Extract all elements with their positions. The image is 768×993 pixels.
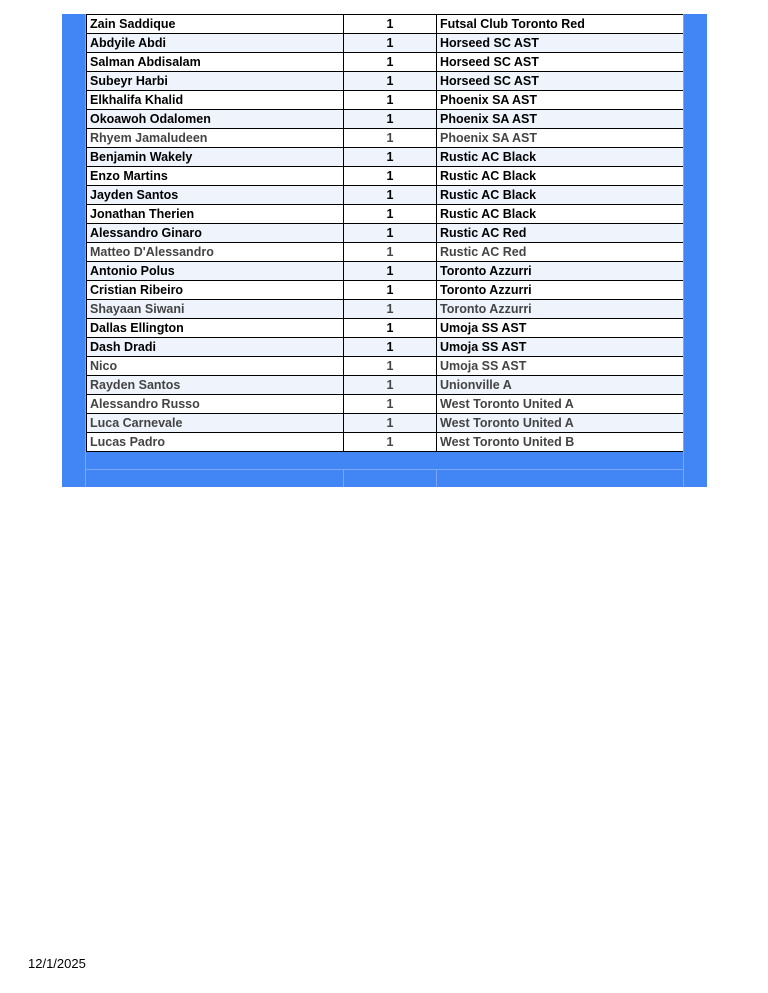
player-name-cell: Lucas Padro (87, 433, 344, 452)
team-name-cell: Umoja SS AST (437, 319, 684, 338)
table-row (87, 205, 684, 224)
table-row (87, 91, 684, 110)
player-name-cell: Dallas Ellington (87, 319, 344, 338)
table-row (87, 395, 684, 414)
player-name-cell: Benjamin Wakely (87, 148, 344, 167)
player-name-cell: Jonathan Therien (87, 205, 344, 224)
table-row (87, 262, 684, 281)
table-row (87, 129, 684, 148)
table-row (87, 110, 684, 129)
count-cell: 1 (344, 91, 437, 110)
team-name-cell: Phoenix SA AST (437, 129, 684, 148)
count-cell: 1 (344, 395, 437, 414)
player-name-cell: Abdyile Abdi (87, 34, 344, 53)
player-name-cell: Shayaan Siwani (87, 300, 344, 319)
player-table (86, 14, 684, 452)
table-row (87, 281, 684, 300)
table-row (87, 148, 684, 167)
table-row (87, 338, 684, 357)
player-name-cell: Cristian Ribeiro (87, 281, 344, 300)
table-row (87, 376, 684, 395)
team-name-cell: Rustic AC Red (437, 224, 684, 243)
team-name-cell: Rustic AC Black (437, 148, 684, 167)
blank-row (86, 469, 683, 487)
count-cell: 1 (344, 433, 437, 452)
count-cell: 1 (344, 300, 437, 319)
table-row (87, 300, 684, 319)
player-name-cell: Alessandro Russo (87, 395, 344, 414)
team-name-cell: Horseed SC AST (437, 34, 684, 53)
player-name-cell: Dash Dradi (87, 338, 344, 357)
count-cell: 1 (344, 167, 437, 186)
player-name-cell: Antonio Polus (87, 262, 344, 281)
player-name-cell: Zain Saddique (87, 15, 344, 34)
team-name-cell: Toronto Azzurri (437, 281, 684, 300)
team-name-cell: Toronto Azzurri (437, 262, 684, 281)
spreadsheet-area (62, 14, 707, 487)
player-name-cell: Elkhalifa Khalid (87, 91, 344, 110)
count-cell: 1 (344, 148, 437, 167)
table-row (87, 34, 684, 53)
table-row (87, 243, 684, 262)
player-name-cell: Luca Carnevale (87, 414, 344, 433)
count-cell: 1 (344, 357, 437, 376)
table-body (87, 15, 684, 452)
count-cell: 1 (344, 338, 437, 357)
blank-row-divider (343, 470, 344, 487)
table-row (87, 433, 684, 452)
team-name-cell: West Toronto United A (437, 395, 684, 414)
table-row (87, 224, 684, 243)
count-cell: 1 (344, 262, 437, 281)
team-name-cell: Umoja SS AST (437, 357, 684, 376)
count-cell: 1 (344, 53, 437, 72)
player-name-cell: Subeyr Harbi (87, 72, 344, 91)
count-cell: 1 (344, 72, 437, 91)
team-name-cell: Rustic AC Black (437, 186, 684, 205)
team-name-cell: Horseed SC AST (437, 53, 684, 72)
team-name-cell: Rustic AC Black (437, 205, 684, 224)
team-name-cell: Rustic AC Red (437, 243, 684, 262)
count-cell: 1 (344, 205, 437, 224)
count-cell: 1 (344, 281, 437, 300)
table-row (87, 53, 684, 72)
count-cell: 1 (344, 319, 437, 338)
count-cell: 1 (344, 243, 437, 262)
player-name-cell: Okoawoh Odalomen (87, 110, 344, 129)
player-name-cell: Salman Abdisalam (87, 53, 344, 72)
player-name-cell: Matteo D'Alessandro (87, 243, 344, 262)
count-cell: 1 (344, 129, 437, 148)
right-gutter-line (683, 14, 684, 487)
table-row (87, 72, 684, 91)
team-name-cell: Horseed SC AST (437, 72, 684, 91)
table-row (87, 186, 684, 205)
table-row (87, 414, 684, 433)
team-name-cell: Rustic AC Black (437, 167, 684, 186)
player-name-cell: Nico (87, 357, 344, 376)
count-cell: 1 (344, 110, 437, 129)
count-cell: 1 (344, 376, 437, 395)
table-row (87, 167, 684, 186)
count-cell: 1 (344, 34, 437, 53)
count-cell: 1 (344, 414, 437, 433)
team-name-cell: Phoenix SA AST (437, 110, 684, 129)
table-row (87, 15, 684, 34)
count-cell: 1 (344, 15, 437, 34)
team-name-cell: West Toronto United A (437, 414, 684, 433)
player-name-cell: Rayden Santos (87, 376, 344, 395)
team-name-cell: West Toronto United B (437, 433, 684, 452)
blank-row-divider (436, 470, 437, 487)
team-name-cell: Phoenix SA AST (437, 91, 684, 110)
player-name-cell: Rhyem Jamaludeen (87, 129, 344, 148)
team-name-cell: Futsal Club Toronto Red (437, 15, 684, 34)
team-name-cell: Toronto Azzurri (437, 300, 684, 319)
team-name-cell: Umoja SS AST (437, 338, 684, 357)
count-cell: 1 (344, 186, 437, 205)
footer-date: 12/1/2025 (28, 956, 86, 971)
team-name-cell: Unionville A (437, 376, 684, 395)
table-row (87, 357, 684, 376)
player-name-cell: Jayden Santos (87, 186, 344, 205)
table-row (87, 319, 684, 338)
player-name-cell: Enzo Martins (87, 167, 344, 186)
player-name-cell: Alessandro Ginaro (87, 224, 344, 243)
count-cell: 1 (344, 224, 437, 243)
